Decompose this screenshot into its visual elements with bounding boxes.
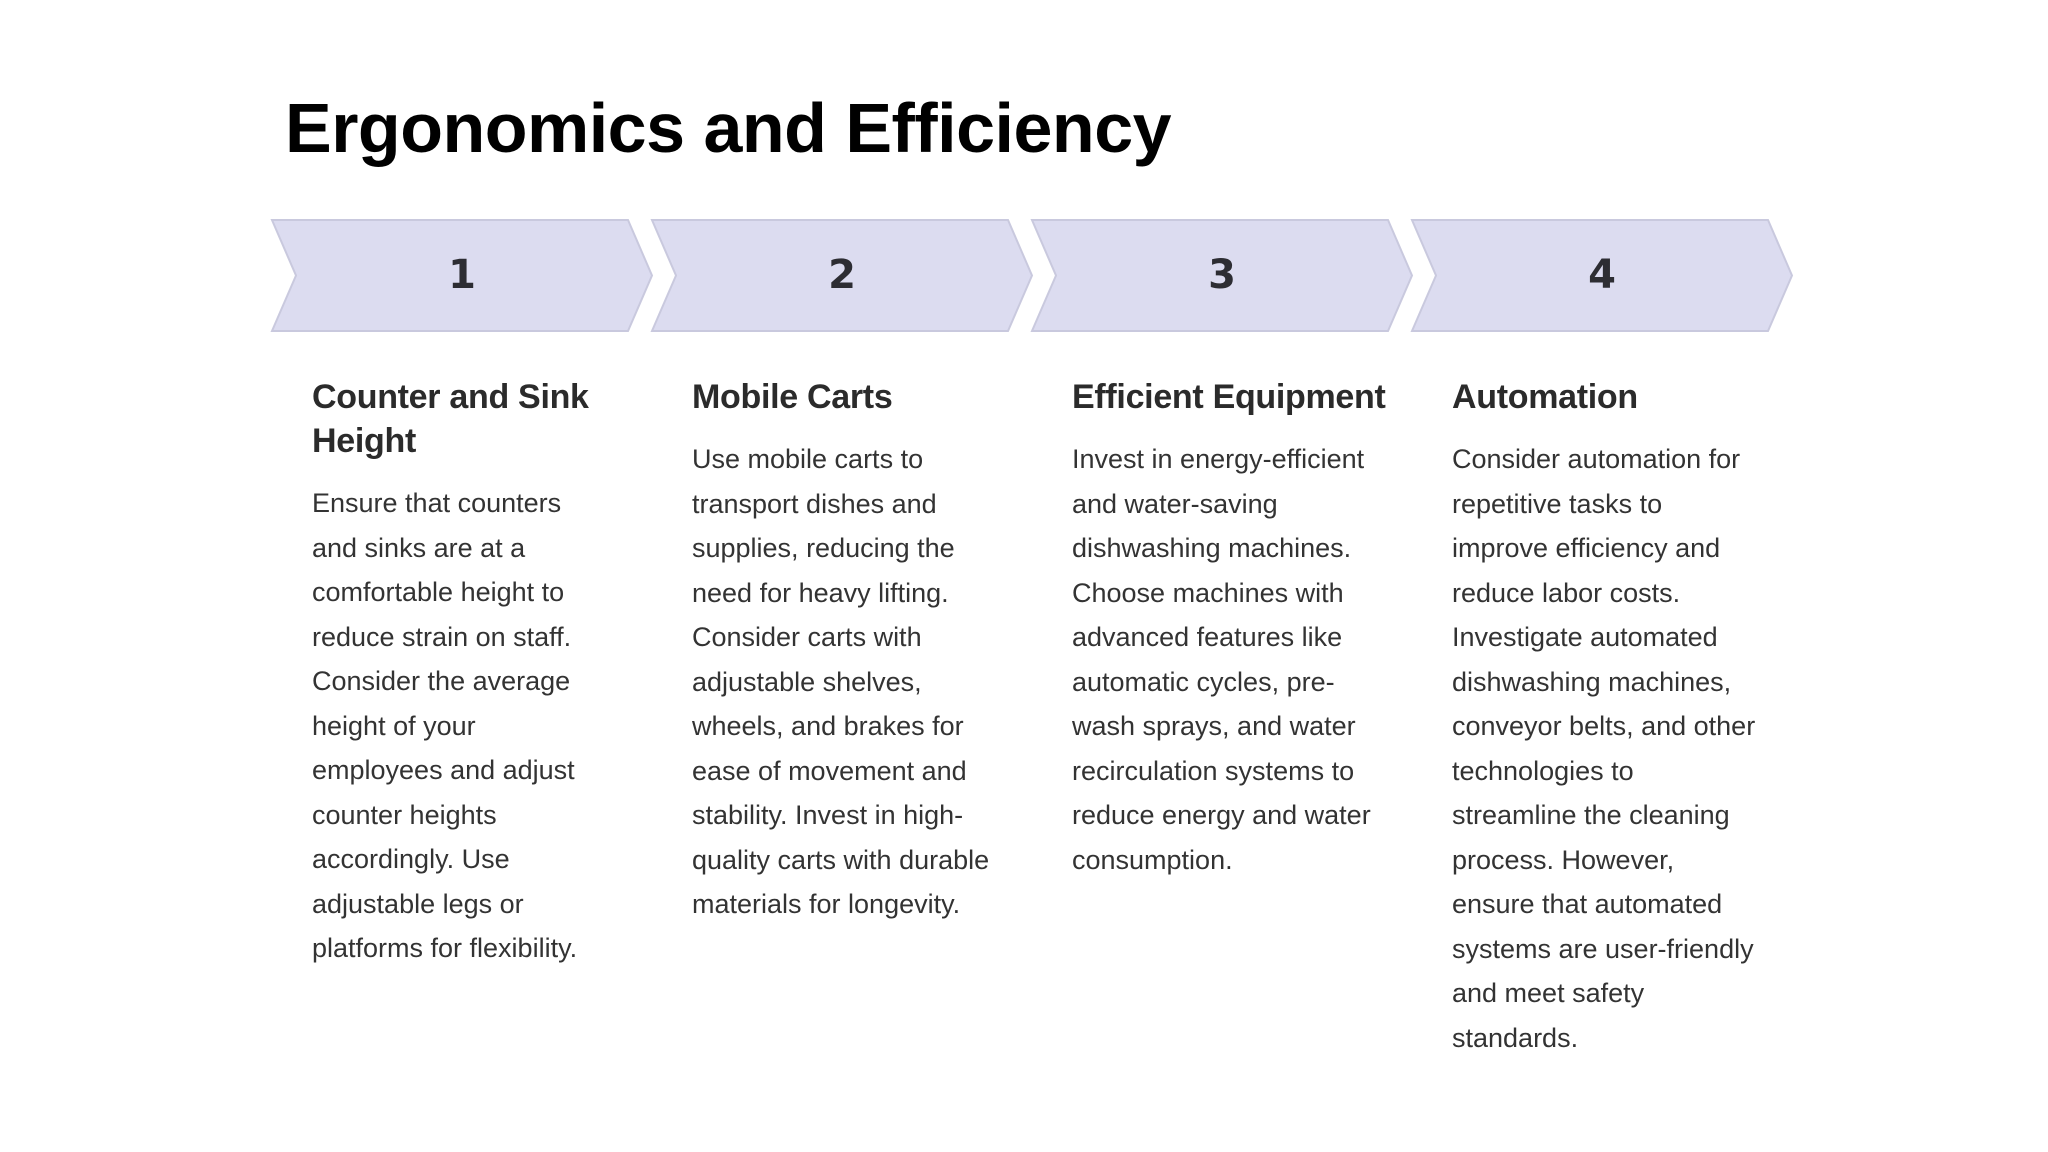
step-description: Invest in energy-efficient and water-saving dishwashing machines. Choose machines with advanced features like automatic cycles, pre-wash sprays, and water recirculation systems to reduce energy and water consumption. (1072, 444, 1371, 875)
step-heading: Efficient Equipment (1072, 378, 1386, 416)
step-column-4 (1452, 375, 1762, 1060)
step-chevron-2 (650, 218, 1034, 333)
step-heading: Automation (1452, 378, 1638, 416)
step-heading: Mobile Carts (692, 378, 893, 416)
step-description: Consider automation for repetitive tasks to improve efficiency and reduce labor costs. Investigate automated dishwashing machines, conveyor belts, and other technologies to streamline the cleaning process. However, ensure that automated systems are user-friendly and meet safety standards. (1452, 444, 1756, 1053)
step-chevron-3 (1030, 218, 1414, 333)
step-description: Ensure that counters and sinks are at a comfortable height to reduce strain on staff. Consider the average height of your employees and adjust counter heights accordingly. Use adjustable legs or platforms for flexibility. (312, 488, 578, 963)
step-number: 1 (448, 252, 476, 298)
step-column-2 (692, 375, 1002, 927)
step-chevron-1 (270, 218, 654, 333)
step-heading: Counter and Sink Height (312, 378, 589, 460)
step-column-1 (312, 375, 612, 971)
process-steps (270, 218, 1790, 333)
step-number: 4 (1588, 252, 1616, 298)
step-description: Use mobile carts to transport dishes and supplies, reducing the need for heavy lifting. Consider carts with adjustable shelves, wheels, and brakes for ease of movement and stability. Invest in high-quality carts with durable materials for longevity. (692, 444, 990, 919)
slide-title: Ergonomics and Efficiency (285, 89, 1172, 167)
step-chevron-4 (1410, 218, 1794, 333)
step-number: 2 (828, 252, 856, 298)
step-column-3 (1072, 375, 1392, 882)
step-number: 3 (1208, 252, 1236, 298)
